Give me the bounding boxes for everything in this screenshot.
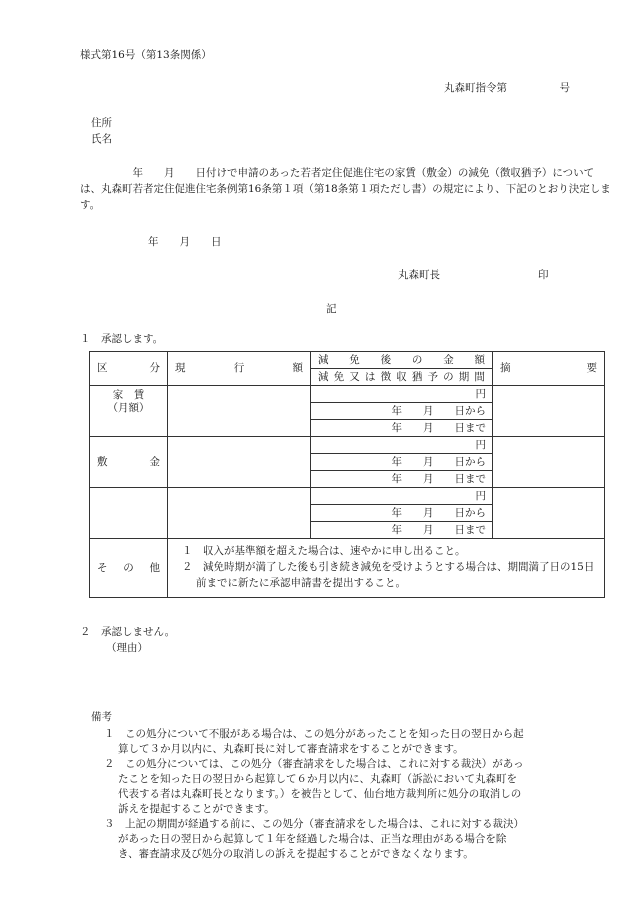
deposit-remarks[interactable]: [493, 437, 605, 488]
rent-yen[interactable]: 円: [311, 386, 493, 403]
other-conditions: [168, 539, 605, 598]
rent-label: 家 賃: [112, 389, 145, 401]
deposit-period-from[interactable]: 年 月 日から: [311, 454, 493, 471]
date-line: 年 月 日: [148, 236, 222, 248]
blank-period-to[interactable]: 年 月 日まで: [311, 522, 493, 539]
header-category: 区 分: [90, 352, 168, 386]
rent-period-to[interactable]: 年 月 日まで: [311, 420, 493, 437]
row-blank-label[interactable]: [90, 488, 168, 539]
name-label: 氏名: [91, 133, 112, 145]
note-item: ２ この処分については、この処分（審査請求をした場合は、これに対する裁決）があったことを知った日の翌日から起算して６か月以内に、丸森町（訴訟において丸森町を代表する者は丸森町長となります。）を被告として、仙台地方裁判所に処分の取消しの訴えを提起することができます。: [104, 758, 524, 815]
deposit-current-amount[interactable]: [168, 437, 311, 488]
reason-label: （理由）: [106, 642, 148, 654]
approval-table: [89, 351, 605, 598]
blank-yen[interactable]: 円: [311, 488, 493, 505]
row-other-label: そ の 他: [90, 539, 168, 598]
section1-heading: １ 承認します。: [80, 333, 164, 345]
ki-heading: 記: [326, 303, 337, 315]
address-label: 住所: [91, 117, 112, 129]
blank-remarks[interactable]: [493, 488, 605, 539]
rent-current-amount[interactable]: [168, 386, 311, 437]
deposit-yen[interactable]: 円: [311, 437, 493, 454]
blank-current-amount[interactable]: [168, 488, 311, 539]
rent-sublabel: （月額）: [107, 401, 150, 414]
header-period: 減 免 又 は 徴 収 猶 予 の 期 間: [311, 369, 493, 386]
note-item: ３ 上記の期間が経過する前に、この処分（審査請求をした場合は、これに対する裁決）があった日の翌日から起算して１年を経過した場合は、正当な理由がある場合を除き、審査請求及び処分の取消しの訴えを提起することができなくなります。: [104, 818, 524, 860]
section2-heading: ２ 承認しません。: [80, 626, 176, 638]
notes-list: [104, 727, 524, 862]
form-number: 様式第16号（第13条関係）: [80, 49, 212, 61]
deposit-period-to[interactable]: 年 月 日まで: [311, 471, 493, 488]
blank-period-from[interactable]: 年 月 日から: [311, 505, 493, 522]
condition-item: １ 収入が基準額を超えた場合は、速やかに申し出ること。: [182, 545, 466, 557]
decision-paragraph: 年 月 日付けで申請のあった若者定住促進住宅の家賃（敷金）の減免（徴収猶予）については、丸森町若者定住促進住宅条例第16条第１項（第18条第１項ただし書）の規定により、下記のとおり決定します。: [80, 167, 611, 211]
header-remarks: 摘 要: [493, 352, 605, 386]
rent-remarks[interactable]: [493, 386, 605, 437]
row-deposit-label: 敷 金: [90, 437, 168, 488]
issuer-title: 丸森町長: [398, 269, 440, 281]
header-current-amount: 現 行 額: [168, 352, 311, 386]
seal-mark: 印: [538, 269, 549, 281]
condition-item: ２ 減免時期が満了した後も引き続き減免を受けようとする場合は、期間満了日の15日前までに新たに承認申請書を提出すること。: [182, 561, 595, 589]
header-amount-after: 減 免 後 の 金 額: [311, 352, 493, 369]
notes-title: 備考: [91, 711, 112, 723]
rent-period-from[interactable]: 年 月 日から: [311, 403, 493, 420]
note-item: １ この処分について不服がある場合は、この処分があったことを知った日の翌日から起算して３か月以内に、丸森町長に対して審査請求をすることができます。: [104, 728, 524, 755]
row-rent-label: [90, 386, 168, 437]
directive-number: 丸森町指令第 号: [444, 82, 570, 94]
